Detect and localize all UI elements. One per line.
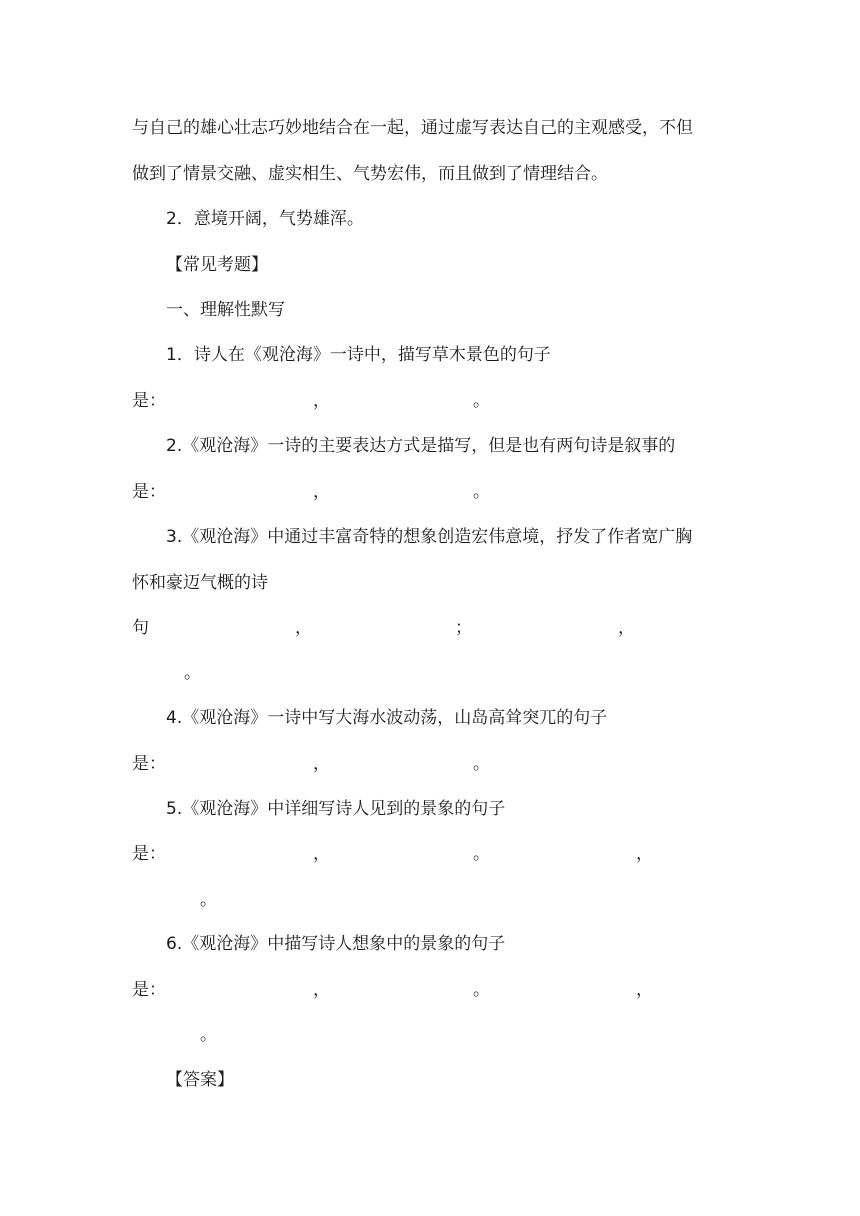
question-2: 2.《观沧海》一诗的主要表达方式是描写，但是也有两句诗是叙事的 bbox=[166, 436, 676, 456]
blank-comma: ， bbox=[636, 980, 653, 1000]
blank-period: 。 bbox=[184, 663, 201, 683]
section-common-questions: 【常见考题】 bbox=[166, 255, 268, 275]
blank-comma: ， bbox=[313, 482, 330, 502]
intro-line-1: 与自己的雄心壮志巧妙地结合在一起，通过虚写表达自己的主观感受，不但 bbox=[132, 118, 693, 138]
blank-period: 。 bbox=[200, 1025, 217, 1045]
section-answer: 【答案】 bbox=[166, 1070, 234, 1090]
blank-semicolon: ； bbox=[455, 618, 472, 638]
blank-comma: ， bbox=[313, 391, 330, 411]
blank-comma: ， bbox=[618, 618, 635, 638]
subsection-dictation: 一、理解性默写 bbox=[166, 300, 285, 320]
question-5: 5.《观沧海》中详细写诗人见到的景象的句子 bbox=[166, 799, 506, 819]
question-1: 1．诗人在《观沧海》一诗中，描写草木景色的句子 bbox=[166, 345, 551, 365]
blank-period: 。 bbox=[473, 754, 490, 774]
question-4: 4.《观沧海》一诗中写大海水波动荡，山岛高耸突兀的句子 bbox=[166, 708, 608, 728]
question-3-line-2: 怀和豪迈气概的诗 bbox=[132, 573, 268, 593]
question-3-line-1: 3.《观沧海》中通过丰富奇特的想象创造宏伟意境，抒发了作者宽广胸 bbox=[166, 527, 693, 547]
blank-period: 。 bbox=[200, 890, 217, 910]
blank-comma: ， bbox=[313, 980, 330, 1000]
blank-comma: ， bbox=[313, 844, 330, 864]
blank-period: 。 bbox=[473, 980, 490, 1000]
point-2: 2．意境开阔，气势雄浑。 bbox=[166, 209, 364, 229]
blank-period: 。 bbox=[473, 391, 490, 411]
answer-label: 是： bbox=[132, 754, 166, 774]
intro-line-2: 做到了情景交融、虚实相生、气势宏伟，而且做到了情理结合。 bbox=[132, 164, 608, 184]
answer-label: 是： bbox=[132, 844, 166, 864]
blank-comma: ， bbox=[636, 844, 653, 864]
blank-period: 。 bbox=[473, 482, 490, 502]
blank-comma: ， bbox=[295, 618, 312, 638]
question-6: 6.《观沧海》中描写诗人想象中的景象的句子 bbox=[166, 934, 506, 954]
blank-period: 。 bbox=[473, 844, 490, 864]
blank-comma: ， bbox=[313, 754, 330, 774]
answer-label: 是： bbox=[132, 391, 166, 411]
answer-label-ju: 句 bbox=[132, 618, 149, 638]
answer-label: 是： bbox=[132, 980, 166, 1000]
answer-label: 是： bbox=[132, 482, 166, 502]
